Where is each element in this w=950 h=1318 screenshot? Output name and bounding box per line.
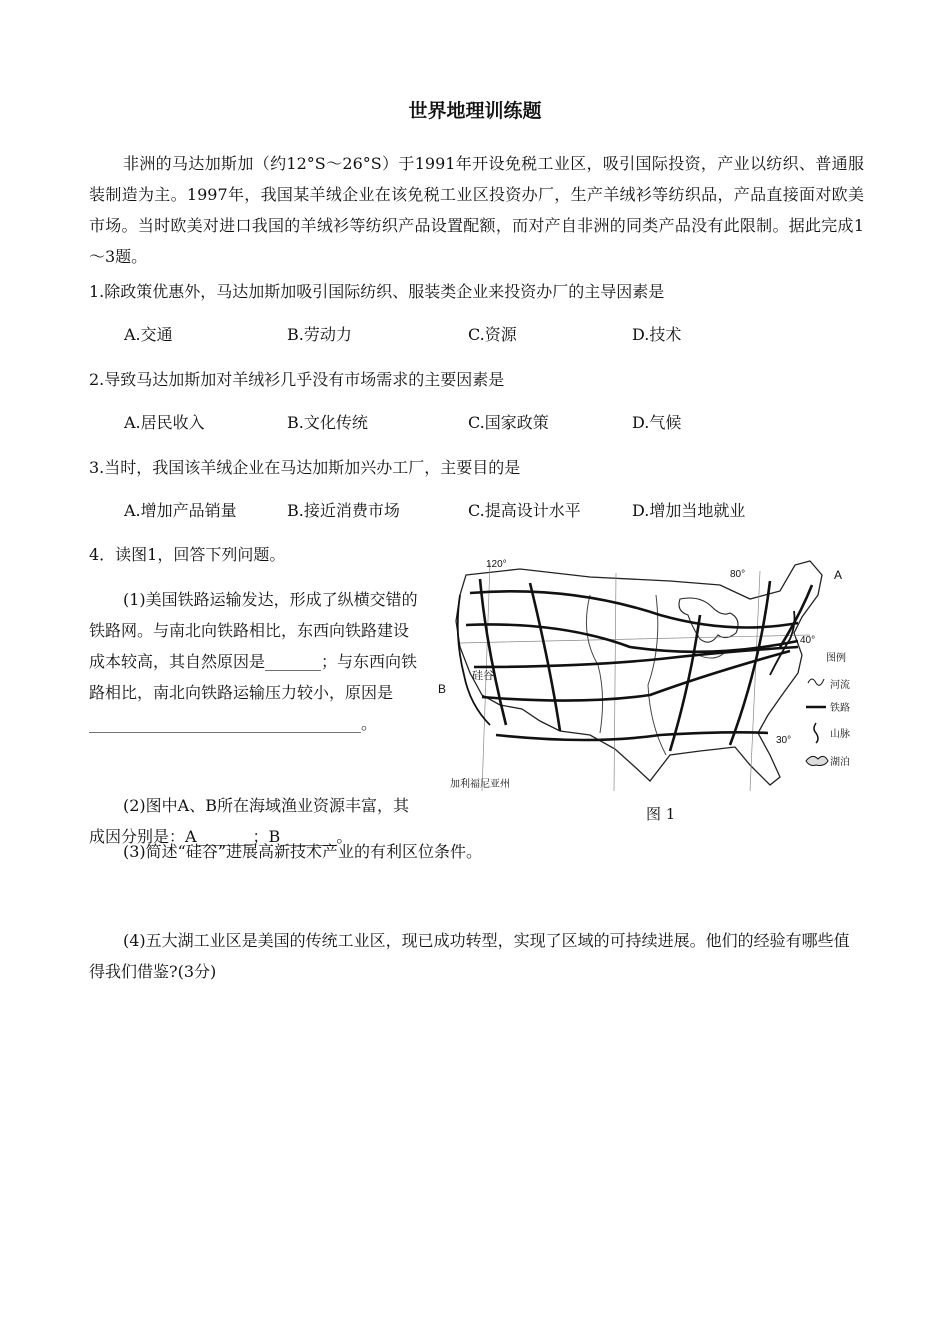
question-3-option-c: C.提高设计水平	[468, 501, 581, 520]
question-4-stem: 4．读图1，回答下列问题。	[89, 545, 286, 564]
railways	[466, 579, 812, 751]
label-a: A	[834, 568, 843, 582]
question-1-option-a: A.交通	[124, 325, 173, 344]
map-legend	[806, 651, 850, 768]
label-40: 40°	[800, 635, 816, 646]
legend-lake: 湖泊	[830, 757, 850, 768]
lake-legend-icon	[806, 756, 828, 765]
question-4-part-1: (1)美国铁路运输发达，形成了纵横交错的铁路网。与南北向铁路相比，东西向铁路建设成本较高，其自然原因是_______；与东西向铁路相比，南北向铁路运输压力较小，原因是__________________________________。	[89, 590, 418, 733]
label-120: 120°	[486, 559, 507, 570]
question-4-part-2: (2)图中A、B所在海域渔业资源丰富，其成因分别是：A_______；B_______。	[89, 796, 409, 846]
intro-paragraph: 非洲的马达加斯加（约12°S～26°S）于1991年开设免税工业区，吸引国际投资，产业以纺织、普通服装制造为主。1997年，我国某羊绒企业在该免税工业区投资办厂，生产羊绒衫等纺织品，产品直接面对欧美市场。当时欧美对进口我国的羊绒衫等纺织产品设置配额，而对产自非洲的同类产品没有此限制。据此完成1～3题。	[89, 154, 864, 266]
question-2-option-d: D.气候	[632, 413, 682, 432]
question-2-option-c: C.国家政策	[468, 413, 549, 432]
label-california: 加利福尼亚州	[450, 779, 510, 790]
label-30: 30°	[776, 735, 792, 746]
question-4-part-3: (3)简述“硅谷”进展高新技术产业的有利区位条件。	[123, 842, 483, 861]
question-2-option-b: B.文化传统	[287, 413, 368, 432]
question-3-stem: 3.当时，我国该羊绒企业在马达加斯加兴办工厂，主要目的是	[89, 458, 521, 477]
question-1-option-b: B.劳动力	[287, 325, 352, 344]
question-3-option-b: B.接近消费市场	[287, 501, 400, 520]
question-3-option-a: A.增加产品销量	[124, 501, 237, 520]
legend-railway: 铁路	[830, 703, 850, 714]
question-2-stem: 2.导致马达加斯加对羊绒衫几乎没有市场需求的主要因素是	[89, 370, 505, 389]
label-silicon-valley: 硅谷	[472, 670, 494, 682]
mountain-legend-icon	[814, 723, 818, 743]
great-lakes	[679, 598, 738, 642]
question-1-stem: 1.除政策优惠外，马达加斯加吸引国际纺织、服装类企业来投资办厂的主导因素是	[89, 282, 665, 301]
question-2-option-a: A.居民收入	[124, 413, 205, 432]
question-1-option-d: D.技术	[632, 325, 682, 344]
question-3-option-d: D.增加当地就业	[632, 501, 746, 520]
usa-railway-map	[430, 555, 852, 795]
legend-river: 河流	[830, 680, 850, 691]
page-title: 世界地理训练题	[408, 100, 542, 122]
figure-caption: 图 1	[646, 805, 676, 823]
legend-title: 图例	[826, 653, 846, 664]
label-80: 80°	[730, 569, 746, 580]
question-4-part-4: (4)五大湖工业区是美国的传统工业区，现已成功转型，实现了区域的可持续进展。他们的经验有哪些值得我们借鉴?(3分)	[89, 931, 850, 981]
label-b: B	[438, 682, 447, 696]
question-1-option-c: C.资源	[468, 325, 517, 344]
river-legend-icon	[808, 679, 824, 685]
legend-mountain: 山脉	[830, 729, 850, 740]
